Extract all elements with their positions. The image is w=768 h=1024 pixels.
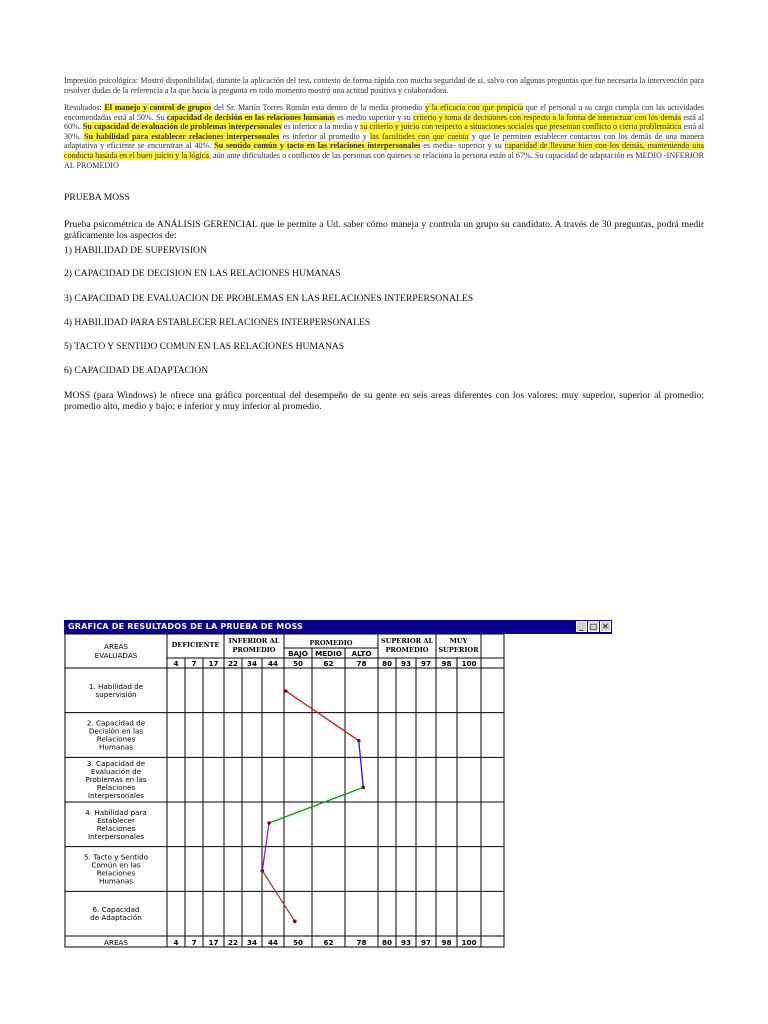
minimize-icon[interactable]: _ — [576, 621, 587, 632]
moss-results-window — [64, 620, 612, 948]
results-text: es media- superior y su — [420, 141, 505, 151]
results-text: y que le permiten establecer contactos con los demás de una manera adaptativa y eficiente se encuentran al 40%. — [64, 131, 704, 151]
subrange-header: ALTO — [351, 649, 372, 658]
results-text: es inferior al promedio y — [279, 131, 370, 141]
result-point — [267, 821, 271, 825]
scale-label-top: 50 — [292, 659, 304, 668]
area-label: Humanas — [98, 742, 134, 752]
highlight-group-management: El manejo y control de grupos — [104, 103, 212, 112]
range-header: DEFICIENTE — [171, 641, 220, 649]
scale-label-bottom: 4 — [173, 938, 179, 947]
aspect-item: 2) CAPACIDAD DE DECISION EN LAS RELACIONES HUMANAS — [64, 268, 341, 279]
range-header: PROMEDIO — [309, 639, 353, 647]
scale-label-top: 7 — [191, 659, 197, 668]
scale-label-top: 34 — [246, 659, 258, 668]
scale-label-bottom: 34 — [246, 938, 258, 947]
area-label: Decisión en las — [88, 726, 144, 736]
scale-label-top: 44 — [267, 659, 279, 668]
results-text: está al 60%. — [64, 112, 704, 132]
result-point — [284, 689, 288, 693]
results-text: que el personal a su cargo cumpla con las actividades encomendadas está al 50%. Su — [64, 103, 704, 122]
area-label: supervisión — [95, 689, 137, 699]
area-label: 2. Capacidad de — [86, 718, 146, 728]
aspect-item: 1) HABILIDAD DE SUPERVISION — [64, 245, 207, 256]
maximize-icon[interactable]: □ — [589, 622, 598, 631]
scale-label-top: 98 — [441, 659, 452, 668]
area-label: Establecer — [97, 815, 135, 825]
scale-label-bottom: 100 — [461, 938, 477, 947]
area-label: Común en las — [91, 860, 141, 870]
highlight-decision-capacity: capacidad de decisión en las relaciones humanas — [166, 112, 335, 122]
subrange-header: BAJO — [288, 649, 308, 658]
scale-label-bottom: 97 — [420, 938, 432, 947]
range-header: PROMEDIO — [232, 646, 276, 654]
scale-label-bottom: 17 — [208, 938, 219, 947]
moss-description-paragraph: MOSS (para Windows) le ofrece una gráfica porcentual del desempeño de su gente en seis areas diferentes con los valores: muy superior, superior al promedio; promedio alto, medio y bajo; e inferior y muy inferior al promedio. — [64, 390, 704, 413]
scale-label-bottom: 80 — [381, 938, 393, 947]
scale-label-top: 78 — [356, 659, 367, 668]
area-label: Evaluación de — [90, 767, 142, 777]
area-label: Relaciones — [96, 868, 136, 878]
scale-label-top: 62 — [323, 659, 334, 668]
scale-label-top: 4 — [173, 659, 179, 668]
scale-label-top: 100 — [461, 659, 477, 668]
area-label: Humanas — [98, 876, 134, 886]
aspect-item: 5) TACTO Y SENTIDO COMUN EN LAS RELACIONES HUMANAS — [64, 341, 345, 352]
results-text: es inferior a la media y — [281, 122, 361, 132]
range-header: SUPERIOR — [438, 646, 479, 654]
highlight-decision-criteria: criterio y toma de decisiones con respecto a la forma de interactuar con los demás — [413, 112, 682, 122]
areas-footer: AREAS — [104, 938, 128, 947]
area-label: Interpersonales — [87, 791, 145, 801]
area-label: 1. Habilidad de — [88, 681, 144, 691]
highlight-social-judgement: su criterio y juicio con respecto a situaciones sociales que presentan conflicto o cierta problemática — [360, 122, 682, 132]
scale-label-bottom: 50 — [292, 938, 304, 947]
area-label: Relaciones — [96, 823, 136, 833]
range-header: PROMEDIO — [385, 646, 429, 654]
result-point — [361, 786, 365, 790]
close-icon[interactable]: ✕ — [600, 621, 611, 632]
area-label: 5. Tacto y Sentido — [83, 852, 149, 862]
scale-label-bottom: 7 — [191, 938, 197, 947]
highlight-problem-evaluation: Su capacidad de evaluación de problemas interpersonales — [82, 122, 282, 132]
results-paragraph — [64, 103, 704, 170]
prueba-intro-paragraph: Prueba psicométrica de ANÁLISIS GERENCIAL que le permite a Ud. saber cómo maneja y controla un grupo su candidato. A través de 30 preguntas, podrá medir gráficamente los aspectos de: — [64, 219, 704, 242]
scale-label-bottom: 22 — [227, 938, 239, 947]
scale-label-bottom: 78 — [356, 938, 367, 947]
scale-label-bottom: 44 — [267, 938, 279, 947]
area-label: 4. Habilidad para — [85, 807, 147, 817]
area-label: 6. Capacidad — [92, 905, 140, 915]
prueba-moss-heading: PRUEBA MOSS — [64, 192, 130, 203]
areas-header: EVALUADAS — [94, 651, 138, 660]
area-label: 3. Capacidad de — [86, 759, 146, 769]
window-titlebar — [64, 620, 612, 634]
results-text: es medio superior y su — [334, 112, 414, 122]
highlight-relationship-skill: Su habilidad para establecer relaciones interpersonales — [83, 131, 280, 141]
range-header: INFERIOR AL — [228, 637, 280, 645]
aspect-item: 4) HABILIDAD PARA ESTABLECER RELACIONES INTERPERSONALES — [64, 317, 371, 328]
area-label: Interpersonales — [87, 831, 145, 841]
aspect-item: 3) CAPACIDAD DE EVALUACION DE PROBLEMAS EN LAS RELACIONES INTERPERSONALES — [64, 293, 474, 304]
scale-label-bottom: 93 — [400, 938, 412, 947]
results-label: Resultados: — [64, 103, 105, 112]
highlight-getting-along: capacidad de llevarse bien con los demás, manteniendo una conducta basada en el buen juicio y la lógica — [64, 141, 704, 160]
moss-results-chart — [64, 620, 612, 948]
area-label: Relaciones — [96, 783, 136, 793]
scale-label-top: 97 — [420, 659, 432, 668]
result-point — [357, 739, 361, 743]
scale-label-bottom: 98 — [441, 938, 452, 947]
scale-label-top: 22 — [227, 659, 239, 668]
areas-header: AREAS — [104, 642, 128, 651]
area-label: Relaciones — [96, 734, 136, 744]
scale-label-bottom: 62 — [323, 938, 334, 947]
scale-label-top: 80 — [381, 659, 393, 668]
area-label: Problemas en las — [85, 775, 147, 785]
highlight-common-sense: Su sentido común y tacto en las relaciones interpersonales — [214, 141, 421, 151]
results-text: está al 30%. — [64, 122, 704, 141]
window-title: GRAFICA DE RESULTADOS DE LA PRUEBA DE MOSS — [68, 622, 304, 631]
highlight-faculties: las facultades con que cuenta — [369, 131, 469, 141]
result-point — [261, 869, 265, 873]
subrange-header: MEDIO — [315, 649, 342, 658]
range-header: MUY — [449, 637, 468, 645]
results-text: del Sr. Martín Torres Román esta dentro de la media promedio — [211, 103, 426, 112]
scale-label-top: 93 — [400, 659, 412, 668]
range-header: SUPERIOR AL — [380, 637, 434, 645]
results-text: , aún ante dificultades o conflictos de las personas con quienes se relaciona la persona están al 67%. Su capacidad de adaptación es MEDIO -INFERIOR AL PROMEDIO — [64, 150, 704, 170]
aspect-item: 6) CAPACIDAD DE ADAPTACION — [64, 365, 209, 376]
result-point — [293, 920, 297, 924]
area-label: de Adaptación — [90, 913, 142, 923]
highlight-efficacy: y la eficacia con que propicia — [425, 103, 524, 112]
psych-impression-paragraph: Impresión psicológica: Mostró disponibilidad, durante la aplicación del test, contesto de forma rápida con mucha seguridad de si, salvo con algunas preguntas que fue necesaria la intervención para resolver dudas de la referencia a la que hacia la pregunta en todo momento mostró una actitud positiva y colaboradora. — [64, 76, 704, 95]
scale-label-top: 17 — [208, 659, 219, 668]
